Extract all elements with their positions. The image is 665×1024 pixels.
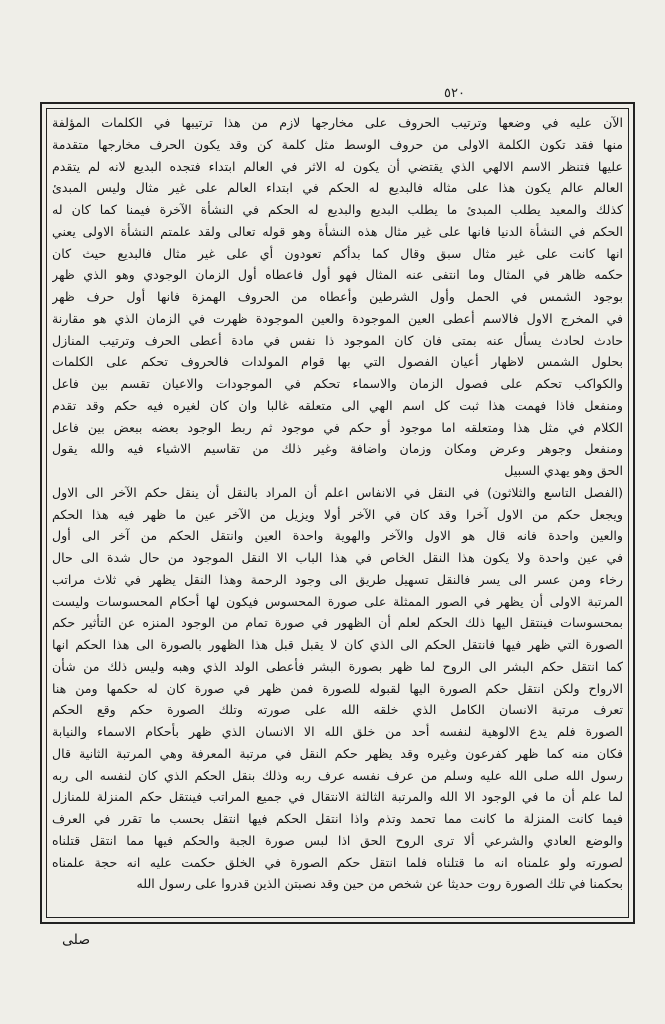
text-line: ويجعل حكم من الاول آخرا وقد كان في الآخر أولا ويزيل من الآخر عين ما ظهر فيه هذا الحكم — [52, 506, 623, 522]
text-line: الصورة فلم يدع الالوهية لنفسه أحد من خلق الله الا الانسان الذي ظهر بأحكام الاسماء والنيابة — [52, 724, 623, 739]
text-line: والعين واحدة فانه قال هو الاول والآخر والهوية واحدة العين وانتقل الحكم من آخر الى أول — [52, 528, 623, 544]
text-line: في المخرج الاول فالاسم أعطى العين الموجودة والعين الموجودة ظهرت في الزمان الذي هو مقارنة — [52, 310, 623, 326]
text-line: حادث لحادث يسأل عنه بمتى فان كان الموجود ذا نفس في مادة أعطى الحرف وترتيب المنازل — [52, 332, 623, 348]
text-line: الحق وهو يهدي السبيل — [504, 463, 623, 478]
text-line: الحكم في النشأة الدنيا فانها على غير مثال هذه النشأة وهو قوله تعالى ولقد علمتم النشأة الاولى يعني — [52, 223, 623, 239]
text-frame — [40, 102, 635, 924]
text-line: الآن عليه في وضعها وترتيب الحروف على مخارجها لازم من هذا ترتيبها في الكلمات المؤلفة — [52, 115, 623, 130]
text-line: بحلول الشمس لاظهار أعيان الفصول التي بها قوام المولدات فالحروف تحكم على الكلمات — [52, 354, 623, 370]
text-line: والكواكب تحكم على فصول الزمان والاسماء تحكم في الموجودات والاعيان تقسم بين فاعل — [52, 376, 623, 391]
text-line: كما انتقل حكم البشر الى الروح لما ظهر بصورة البشر فأعطى الولد الذي وهبه وليس ذلك من شأن — [52, 658, 623, 674]
text-line: والوضع العادي والشرعي ألا ترى الروح الحق اذا لبس صورة الجبة والحكم فيها مما انتقل قتلناه — [52, 832, 623, 848]
text-line: رخاء ومن عسر الى يسر فالنقل تسهيل طريق الى وجود الرحمة وهذا النقل يظهر في ثلاث مراتب — [52, 571, 623, 587]
text-line: العالم عالم يكون هذا على مثاله فالبديع له الحكم في ابتداء العالم على غير مثال وليس المبدئ — [52, 180, 623, 196]
text-line: في عين واحدة ولا يكون هذا النقل الخاص في هذا الباب الا النقل الموجود من حال شدة الى حال — [52, 550, 623, 565]
text-line: ومنفعل فاذا فهمت هذا ثبت كل اسم الهي الى متعلقه غالبا وان كان لغيره فيه حكم وقد تقدم — [52, 397, 623, 413]
text-line: الكلام في مثل هذا ومتعلقه اما موجود أو حكم في موجود ثم ربط الوجود بعضه ببعض بين فاعل — [52, 419, 623, 435]
text-line: (الفصل التاسع والثلاثون) في النقل في الانفاس اعلم أن المراد بالنقل أن ينقل حكم الآخر الى الاول — [52, 484, 623, 500]
text-line: حكمه ظاهر في المثال وما انتفى عنه المثال فهو أول فاعطاه أول الزمان الوجودي وهو الذي ظهر — [52, 267, 623, 283]
text-line: ومنفعل وجوهر وعرض ومكان وزمان واضافة وغير ذلك من تقاسيم الاشياء فيه والله يقول — [52, 441, 623, 457]
text-line: المرتبة الاولى أن يظهر في الصور الممثلة على صورة المحسوس فيكون لها أحكام المحسوسات وليست — [52, 593, 623, 609]
text-line: تعرف مرتبة الانسان الكامل الذي خلقه الله على صورته وتلك الصورة حكم وقع الحكم — [52, 702, 623, 718]
text-line: منها فقد تكون الكلمة الاولى من حروف الوسط مثل كلمة كن وقد يكون الحرف مخارجها متقدمة — [52, 136, 623, 152]
text-line: الصورة التي ظهر فيها فانتقل الحكم الى الذي كان لا يقبل قبل هذا الظهور بالصورة الى هذا الحكم انها — [52, 637, 623, 652]
catchword: صلى — [62, 932, 91, 948]
text-line: فكان منه كما ظهر كفرعون وغيره وقد يظهر حكم النقل في مرتبة المعرفة وهي المرتبة الثانية قال — [52, 745, 623, 761]
text-line: لما علم أن ما في الوجود الا الله والمرتبة الثالثة الانتقال في جميع المراتب فينتقل حكم المنزلة للمنازل — [52, 789, 623, 805]
text-line: بوجود الشمس في الحمل وأول الشرطين وأعطاه من الحروف الهمزة فانها أول حرف ظهر — [52, 289, 623, 304]
text-line: رسول الله صلى الله عليه وسلم من عرف نفسه عرف ربه وذلك بنقل الحكم الذي كان لنفسه الى ربه — [52, 767, 623, 783]
text-line: عليها فتنظر الاسم الالهي الذي يقتضي أن يكون له الاثر في العالم ابتداء فتجده البديع لانه لم يتقدم — [52, 158, 623, 174]
text-body — [52, 112, 623, 914]
text-line: فيما كانت المنزلة ما كانت مما تحمد وتذم واذا انتقل الحكم فيها انتقل بحسب ما تقرر في العرف — [52, 811, 623, 826]
text-line: بحكمنا في تلك الصورة روت حديثا عن شخص من حين وقد نصبتن الذين قدروا على رسول الله — [136, 876, 623, 892]
text-line: لصورته ولو علمناه انه ما قتلناه فلما انتقل حكم الصورة في الخلق حكمت عليه انه حجة علمناه — [52, 854, 623, 870]
text-line: انها كانت على غير مثال سبق وقال كما بدأكم تعودون أي على غير مثال فالبديع حيث كان — [52, 245, 623, 261]
text-line: الارواح ولكن انتقل حكم الصورة اليها لقبوله للصورة فمن ظهر في صورة كان له حكمها ومن هنا — [52, 680, 623, 696]
text-line: كذلك والمعيد يطلب المبدئ ما يطلب البديع والبديع له الحكم في النشأة الآخرة فيمنا كما كان له — [52, 202, 623, 217]
text-line: بمحسوسات فينتقل اليها ذلك الحكم لعلم أن الظهور في صورة تمام من الوجود المنزه عن التأثير حكم — [52, 615, 623, 631]
page-number: ٥٢٠ — [444, 86, 465, 101]
